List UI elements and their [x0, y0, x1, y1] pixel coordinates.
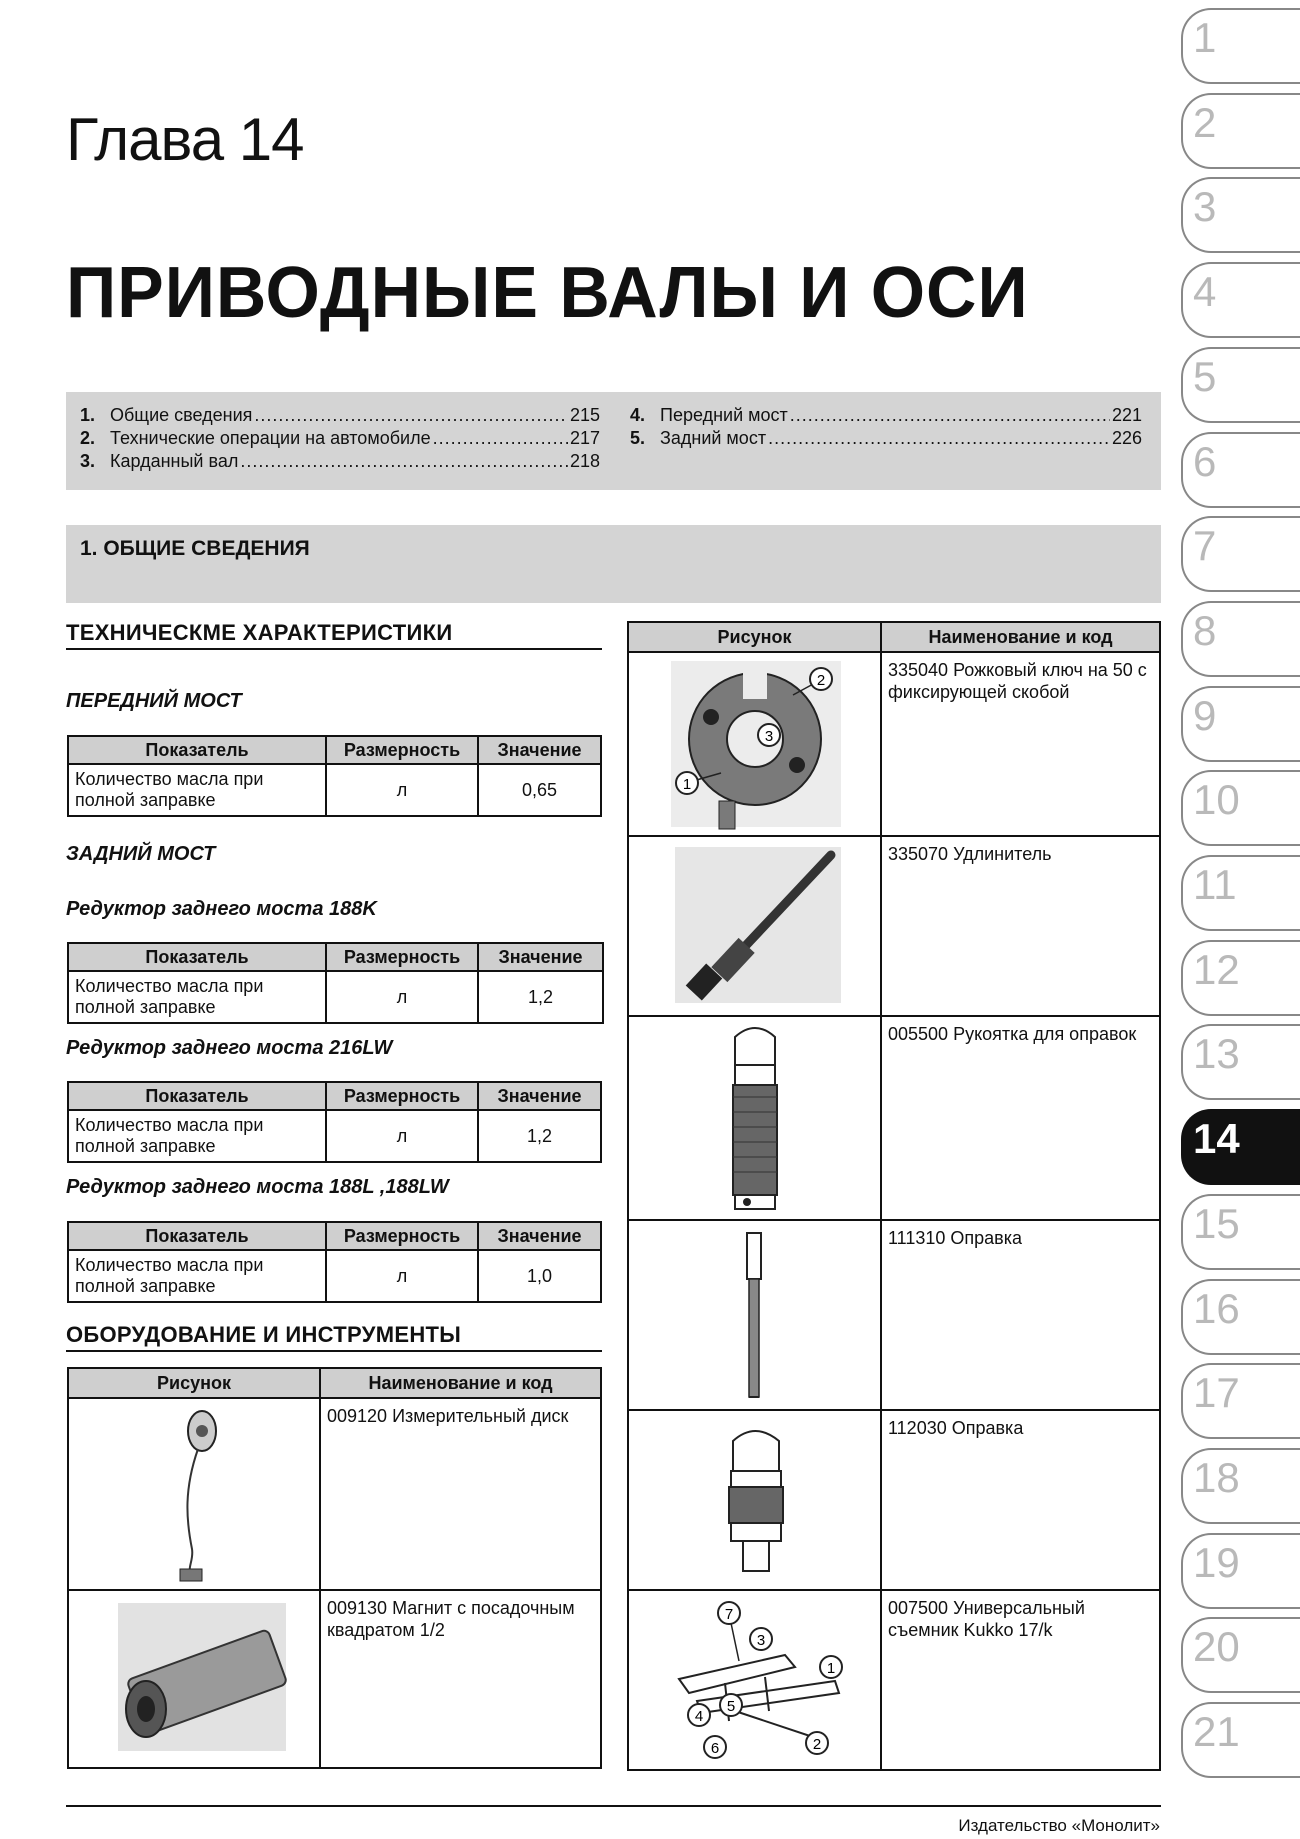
mandrel-icon	[635, 1221, 875, 1407]
chapter-label: Глава 14	[66, 106, 304, 173]
chapter-tab-10[interactable]	[1181, 770, 1300, 846]
chapter-tab-4[interactable]	[1181, 262, 1300, 338]
chapter-tab-label: 3	[1193, 183, 1217, 231]
col-value: Значение	[478, 1082, 601, 1110]
front-axle-heading: ПЕРЕДНИЙ МОСТ	[66, 690, 242, 712]
toc-right-column	[630, 404, 1142, 450]
equipment-heading: ОБОРУДОВАНИЕ И ИНСТРУМЕНТЫ	[66, 1322, 462, 1347]
publisher-label: Издательство «Монолит»	[958, 1816, 1160, 1835]
chapter-tab-11[interactable]	[1181, 855, 1300, 931]
toc-leader	[433, 427, 568, 450]
mandrel-icon	[635, 1411, 875, 1587]
chapter-tab-label: 10	[1193, 776, 1240, 824]
toc-left-column	[80, 404, 600, 473]
callout-2: 2	[816, 672, 825, 689]
chapter-tab-label: 21	[1193, 1708, 1240, 1755]
table-row	[68, 971, 603, 1023]
chapter-tab-19[interactable]	[1181, 1533, 1300, 1609]
tool-name: 005500 Рукоятка для оправок	[881, 1016, 1160, 1220]
tool-picture	[68, 1590, 320, 1768]
chapter-tab-label: 5	[1193, 352, 1217, 400]
table-row	[68, 1250, 601, 1302]
table-row	[68, 1398, 601, 1590]
section-header	[66, 525, 1161, 603]
callout-5: 5	[726, 1698, 735, 1715]
value-cell: 1,0	[478, 1250, 601, 1302]
chapter-tab-label: 17	[1193, 1369, 1240, 1417]
tools-table-right	[627, 621, 1161, 1771]
toc-number: 1.	[80, 405, 96, 425]
toc-number: 2.	[80, 428, 96, 448]
toc-number: 3.	[80, 451, 96, 471]
chapter-tab-label: 8	[1193, 606, 1217, 654]
table-row	[628, 1016, 1160, 1220]
puller-icon	[635, 1591, 875, 1767]
col-picture: Рисунок	[628, 622, 881, 652]
chapter-tab-3[interactable]	[1181, 177, 1300, 253]
col-unit: Размерность	[326, 1082, 478, 1110]
tool-picture	[628, 836, 881, 1016]
spec-table-216lw	[67, 1081, 602, 1163]
tech-specs-heading: ТЕХНИЧЕСКМЕ ХАРАКТЕРИСТИКИ	[66, 620, 453, 645]
table-row	[628, 836, 1160, 1016]
callout-3: 3	[764, 728, 773, 745]
col-name: Наименование и код	[320, 1368, 601, 1398]
tool-name: 335040 Рожковый ключ на 50 с фиксирующей скобой	[881, 652, 1160, 836]
toc-item[interactable]	[630, 404, 1142, 427]
col-param: Показатель	[68, 736, 326, 764]
col-param: Показатель	[68, 1222, 326, 1250]
col-picture: Рисунок	[68, 1368, 320, 1398]
col-unit: Размерность	[326, 943, 478, 971]
col-param: Показатель	[68, 943, 326, 971]
handle-icon	[635, 1017, 875, 1217]
chapter-tab-2[interactable]	[1181, 93, 1300, 169]
value-cell: 1,2	[478, 1110, 601, 1162]
chapter-tab-14[interactable]	[1181, 1109, 1300, 1185]
tools-table-left	[67, 1367, 602, 1769]
toc-leader	[254, 404, 568, 427]
toc-leader	[790, 404, 1110, 427]
callout-1: 1	[682, 776, 691, 793]
chapter-tab-12[interactable]	[1181, 940, 1300, 1016]
rear-axle-heading: ЗАДНИЙ МОСТ	[66, 843, 216, 865]
toc-item[interactable]	[80, 404, 600, 427]
tool-picture	[628, 1410, 881, 1590]
page-title: ПРИВОДНЫЕ ВАЛЫ И ОСИ	[66, 253, 1029, 333]
param-cell: Количество масла при полной заправке	[68, 1250, 326, 1302]
heading-underline	[66, 1350, 602, 1352]
chapter-tab-21[interactable]	[1181, 1702, 1300, 1778]
param-cell: Количество масла при полной заправке	[68, 971, 326, 1023]
toc-text: Передний мост	[660, 405, 788, 425]
toc-item[interactable]	[80, 427, 600, 450]
chapter-tab-label: 19	[1193, 1538, 1240, 1586]
tool-picture	[628, 1590, 881, 1770]
callout-3: 3	[756, 1632, 765, 1649]
toc-page: 217	[569, 428, 600, 448]
toc-text: Карданный вал	[110, 451, 239, 471]
tool-name: 112030 Оправка	[881, 1410, 1160, 1590]
param-cell: Количество масла при полной заправке	[68, 1110, 326, 1162]
chapter-tab-17[interactable]	[1181, 1363, 1300, 1439]
spec-table-188l	[67, 1221, 602, 1303]
callout-2: 2	[812, 1736, 821, 1753]
chapter-tab-label: 11	[1193, 861, 1237, 908]
spec-caption-188l: Редуктор заднего моста 188L ,188LW	[66, 1176, 449, 1198]
toc-item[interactable]	[80, 450, 600, 473]
toc-text: Задний мост	[660, 428, 767, 448]
chapter-tab-1[interactable]	[1181, 8, 1300, 84]
chapter-tab-label: 9	[1193, 691, 1217, 739]
chapter-tab-15[interactable]	[1181, 1194, 1300, 1270]
table-of-contents	[66, 392, 1161, 490]
toc-page: 221	[1111, 405, 1142, 425]
chapter-tab-20[interactable]	[1181, 1617, 1300, 1693]
toc-leader	[768, 427, 1110, 450]
chapter-tab-label: 20	[1193, 1623, 1240, 1671]
col-unit: Размерность	[326, 1222, 478, 1250]
toc-text: Технические операции на автомобиле	[110, 428, 431, 448]
chapter-tab-label: 14	[1193, 1115, 1240, 1163]
value-cell: 0,65	[478, 764, 601, 816]
tool-name: 111310 Оправка	[881, 1220, 1160, 1410]
tool-name: 009120 Измерительный диск	[320, 1398, 601, 1590]
spec-caption-188k: Редуктор заднего моста 188K	[66, 898, 377, 920]
col-value: Значение	[478, 943, 603, 971]
chapter-tab-13[interactable]	[1181, 1024, 1300, 1100]
table-row	[628, 1590, 1160, 1770]
chapter-tab-5[interactable]	[1181, 347, 1300, 423]
callout-6: 6	[710, 1740, 719, 1757]
chapter-tab-16[interactable]	[1181, 1279, 1300, 1355]
col-value: Значение	[478, 736, 601, 764]
extension-bar-icon	[635, 837, 875, 1013]
toc-leader	[240, 450, 568, 473]
toc-number: 4.	[630, 405, 646, 425]
chapter-tab-label: 1	[1193, 14, 1217, 61]
tool-name: 007500 Универсальный съемник Kukko 17/k	[881, 1590, 1160, 1770]
toc-number: 5.	[630, 428, 646, 448]
tool-picture	[628, 652, 881, 836]
chapter-tab-label: 16	[1193, 1284, 1240, 1332]
spec-caption-216lw: Редуктор заднего моста 216LW	[66, 1037, 393, 1059]
table-row	[628, 652, 1160, 836]
table-row	[628, 1220, 1160, 1410]
toc-page: 215	[569, 405, 600, 425]
unit-cell: л	[326, 1110, 478, 1162]
section-title: 1. ОБЩИЕ СВЕДЕНИЯ	[80, 537, 310, 560]
col-param: Показатель	[68, 1082, 326, 1110]
value-cell: 1,2	[478, 971, 603, 1023]
spec-table-188k	[67, 942, 604, 1024]
unit-cell: л	[326, 1250, 478, 1302]
table-row	[68, 1590, 601, 1768]
table-row	[68, 764, 601, 816]
toc-page: 226	[1111, 428, 1142, 448]
chapter-tab-label: 18	[1193, 1453, 1240, 1501]
magnet-socket-icon	[74, 1591, 314, 1763]
callout-1: 1	[826, 1660, 835, 1677]
tool-name: 335070 Удлинитель	[881, 836, 1160, 1016]
chapter-tab-label: 2	[1193, 98, 1217, 146]
chapter-tab-label: 12	[1193, 945, 1240, 993]
chapter-tab-9[interactable]	[1181, 686, 1300, 762]
unit-cell: л	[326, 971, 478, 1023]
table-row	[68, 1110, 601, 1162]
col-value: Значение	[478, 1222, 601, 1250]
unit-cell: л	[326, 764, 478, 816]
param-cell: Количество масла при полной заправке	[68, 764, 326, 816]
chapter-tab-label: 15	[1193, 1199, 1240, 1247]
chapter-tab-7[interactable]	[1181, 516, 1300, 592]
callout-4: 4	[694, 1708, 703, 1725]
spec-table-front	[67, 735, 602, 817]
open-end-wrench-icon	[635, 653, 875, 833]
col-unit: Размерность	[326, 736, 478, 764]
table-row	[628, 1410, 1160, 1590]
measuring-disc-icon	[74, 1399, 314, 1587]
callout-7: 7	[724, 1606, 733, 1623]
chapter-tab-18[interactable]	[1181, 1448, 1300, 1524]
tool-name: 009130 Магнит с посадочным квадратом 1/2	[320, 1590, 601, 1768]
toc-item[interactable]	[630, 427, 1142, 450]
footer-divider	[66, 1805, 1161, 1807]
chapter-tab-label: 13	[1193, 1030, 1240, 1078]
toc-text: Общие сведения	[110, 405, 253, 425]
tool-picture	[68, 1398, 320, 1590]
tool-picture	[628, 1220, 881, 1410]
heading-underline	[66, 648, 602, 650]
chapter-tab-label: 4	[1193, 268, 1217, 316]
tool-picture	[628, 1016, 881, 1220]
chapter-tab-label: 7	[1193, 522, 1217, 570]
toc-page: 218	[569, 451, 600, 471]
chapter-tab-6[interactable]	[1181, 432, 1300, 508]
chapter-tab-8[interactable]	[1181, 601, 1300, 677]
chapter-tab-label: 6	[1193, 437, 1217, 485]
col-name: Наименование и код	[881, 622, 1160, 652]
